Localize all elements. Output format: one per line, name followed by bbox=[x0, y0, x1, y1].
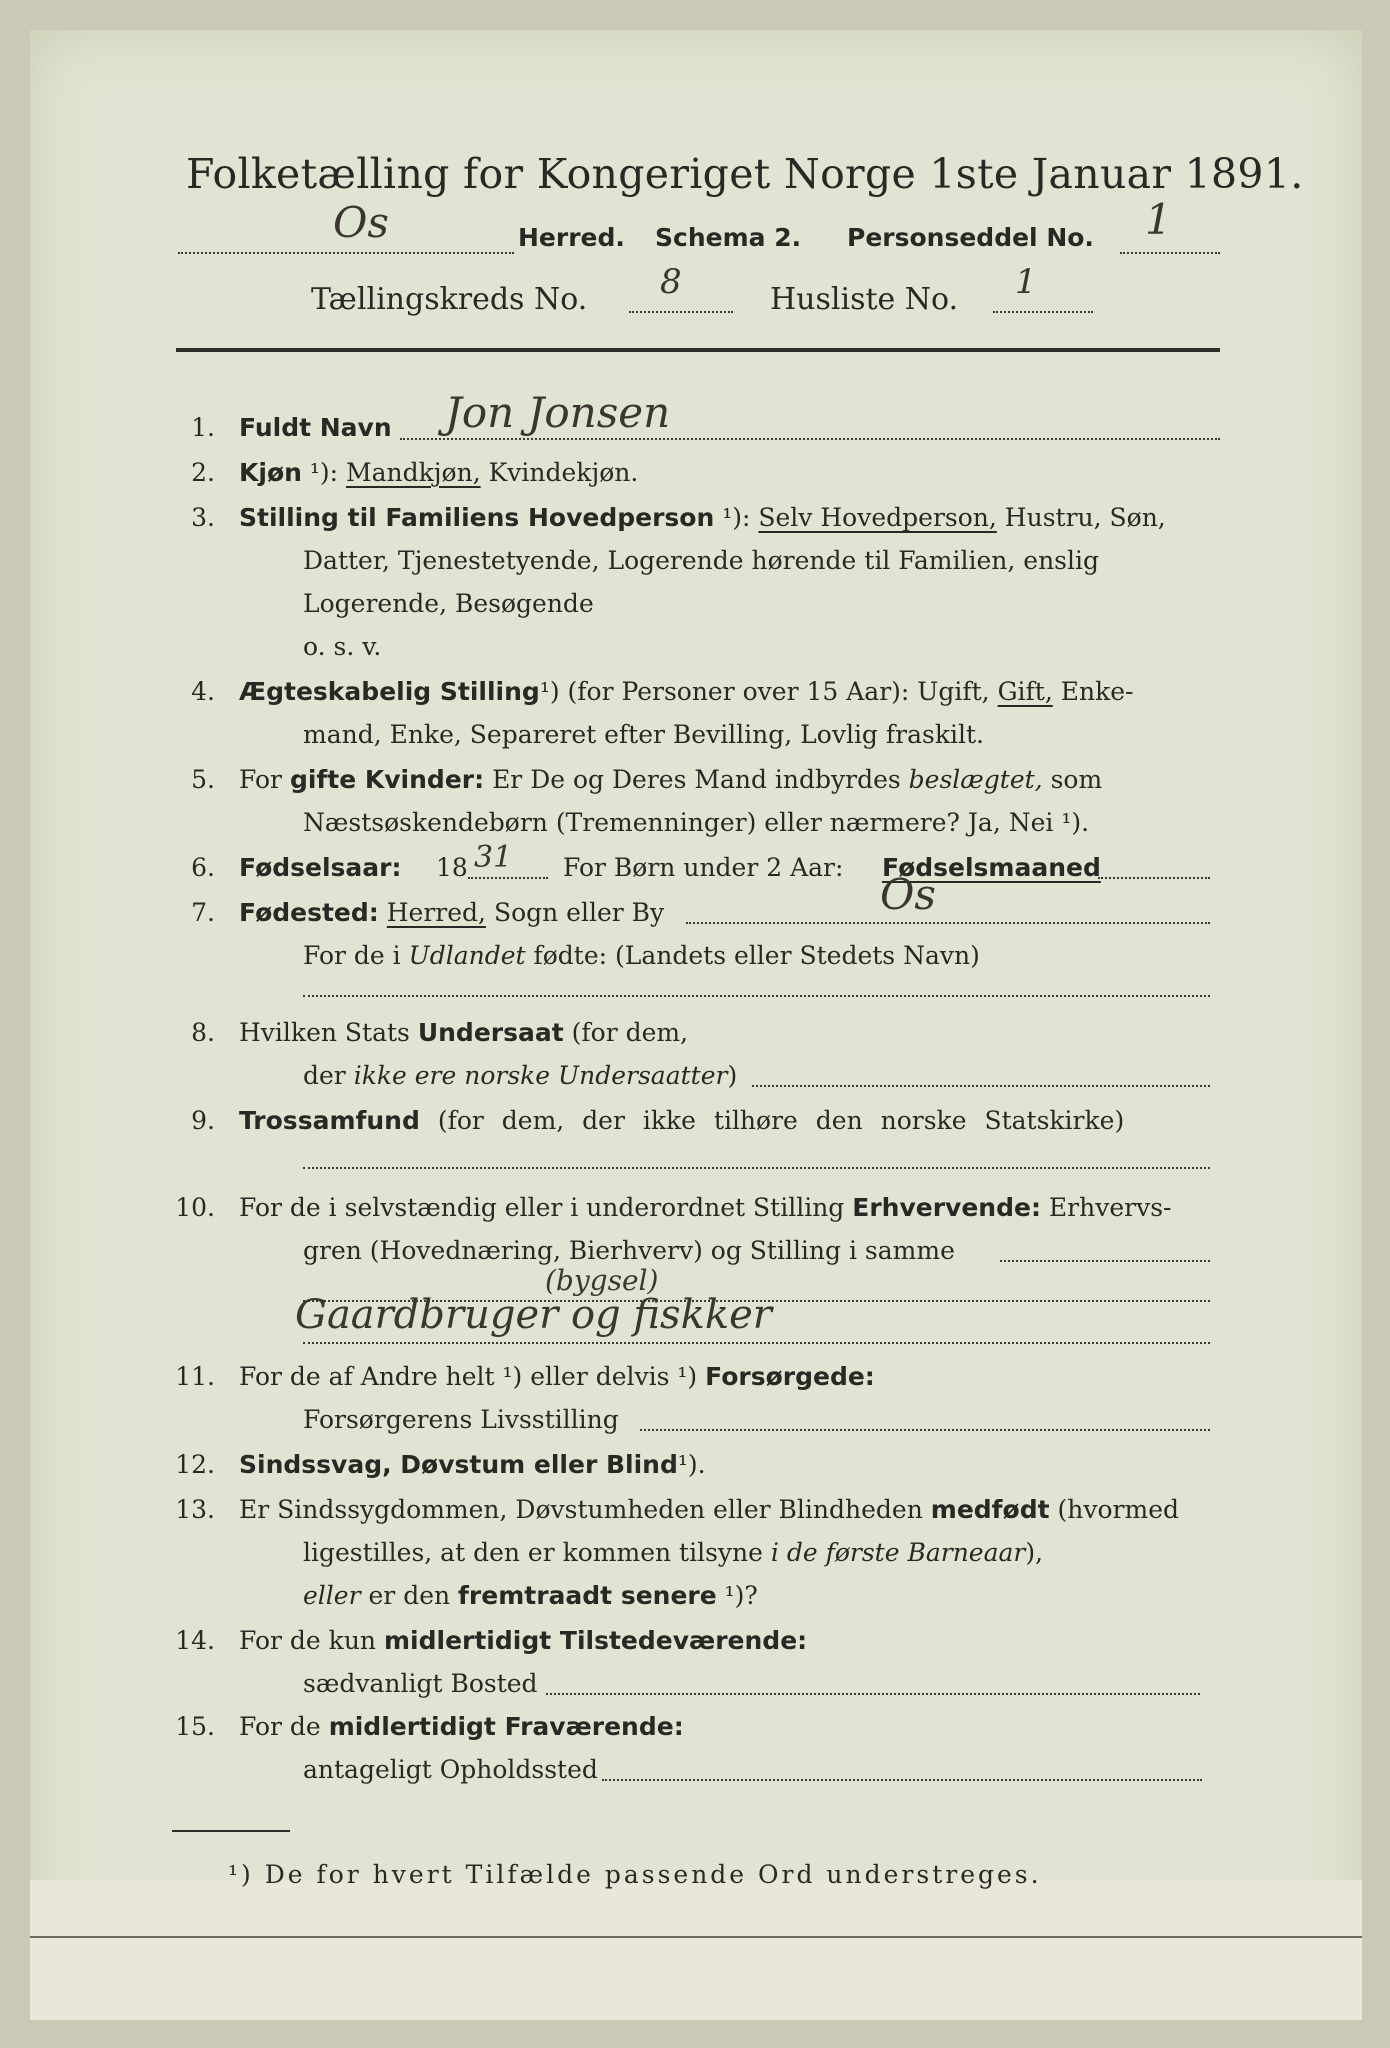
q7-selected: Herred, bbox=[386, 898, 486, 927]
q1-line bbox=[400, 438, 1220, 440]
paper-bottom-strip bbox=[30, 1880, 1362, 2020]
q7-line-2 bbox=[303, 941, 980, 970]
q8-pre: Hvilken Stats bbox=[239, 1018, 410, 1047]
q10-line-2: gren (Hovednæring, Bierhverv) og Stilling i samme bbox=[303, 1236, 955, 1265]
q15-line-2: antageligt Opholdssted bbox=[303, 1755, 598, 1784]
q1-value: Jon Jonsen bbox=[445, 388, 671, 437]
q10-line-c bbox=[303, 1342, 1210, 1344]
q4-line-2: mand, Enke, Separeret efter Bevilling, Lovlig fraskilt. bbox=[303, 720, 984, 749]
schema-label: Schema 2. bbox=[655, 223, 802, 252]
q2-number: 2. bbox=[191, 458, 215, 487]
q9-line bbox=[303, 1167, 1210, 1169]
q6-rest: For Børn under 2 Aar: bbox=[563, 853, 844, 882]
q3-line-1 bbox=[239, 503, 1166, 532]
q4-number: 4. bbox=[191, 677, 215, 706]
q10-rest: Erhvervs- bbox=[1048, 1193, 1172, 1222]
husliste-line bbox=[993, 311, 1093, 313]
q8-rest: (for dem, bbox=[571, 1018, 689, 1047]
q8-line-2a: der bbox=[303, 1061, 346, 1090]
header-rule bbox=[176, 348, 1220, 352]
q7-line-2b: fødte: (Landets eller Stedets Navn) bbox=[533, 941, 980, 970]
q11-number: 11. bbox=[175, 1362, 215, 1391]
q6-label-2: Fødselsmaaned bbox=[882, 853, 1101, 882]
q4-rest-2: Enke- bbox=[1060, 677, 1134, 706]
q12-number: 12. bbox=[175, 1450, 215, 1479]
herred-value: Os bbox=[333, 198, 389, 247]
q14-label: midlertidigt Tilstedeværende: bbox=[383, 1626, 808, 1655]
q2-label: Kjøn bbox=[239, 458, 302, 487]
q11-pre: For de af Andre helt ¹) eller delvis ¹) bbox=[239, 1362, 698, 1391]
q2-sup: ¹): bbox=[309, 458, 339, 487]
kreds-value: 8 bbox=[660, 262, 682, 302]
personseddel-value: 1 bbox=[1145, 195, 1172, 244]
q13-line-3-label: fremtraadt senere bbox=[458, 1581, 717, 1610]
q3-line-2: Datter, Tjenestetyende, Logerende hørende til Familien, enslig bbox=[303, 546, 1100, 575]
q3-sup: ¹): bbox=[722, 503, 751, 532]
q13-line-3a: er den bbox=[368, 1581, 451, 1610]
q7-number: 7. bbox=[191, 898, 215, 927]
q7-foreign-line bbox=[303, 995, 1210, 997]
q15-pre: For de bbox=[239, 1712, 321, 1741]
footnote-rule bbox=[172, 1830, 290, 1832]
q4-rest: ¹) (for Personer over 15 Aar): Ugift, bbox=[539, 677, 990, 706]
q8-number: 8. bbox=[191, 1018, 215, 1047]
q5-number: 5. bbox=[191, 765, 215, 794]
form-title: Folketælling for Kongeriget Norge 1ste Januar 1891. bbox=[186, 150, 1304, 198]
q14-line-2: sædvanligt Bosted bbox=[303, 1669, 538, 1698]
q13-line-2b: ), bbox=[1025, 1538, 1044, 1567]
q12-sup: ¹). bbox=[677, 1450, 706, 1479]
q15-number: 15. bbox=[175, 1712, 215, 1741]
q13-pre: Er Sindssygdommen, Døvstumheden eller Blindheden bbox=[239, 1495, 923, 1524]
footnote: ¹) De for hvert Tilfælde passende Ord understreges. bbox=[228, 1860, 1042, 1889]
q13-line-1 bbox=[239, 1495, 1179, 1524]
husliste-label: Husliste No. bbox=[770, 282, 959, 317]
q8-line-2: der ikke ere norske Undersaatter) bbox=[303, 1061, 738, 1090]
q12-label: Sindssvag, Døvstum eller Blind bbox=[239, 1450, 678, 1479]
q2-option-mandkjon: Mandkjøn, bbox=[346, 458, 481, 487]
q7-value: Os bbox=[880, 870, 936, 919]
q11-label: Forsørgede: bbox=[705, 1362, 875, 1391]
q10-value-small: (bygsel) bbox=[545, 1264, 659, 1297]
q6-label: Fødselsaar: bbox=[239, 853, 402, 882]
husliste-value: 1 bbox=[1015, 262, 1037, 302]
q11-line-1 bbox=[239, 1362, 875, 1391]
q3-rest: Hustru, Søn, bbox=[1004, 503, 1166, 532]
q7-line-1 bbox=[239, 898, 664, 927]
q5-rest: Er De og Deres Mand indbyrdes bbox=[492, 765, 901, 794]
q13-number: 13. bbox=[175, 1495, 215, 1524]
q10-pre: For de i selvstændig eller i underordnet Stilling bbox=[239, 1193, 845, 1222]
q13-line-2-italic: i de første Barneaar bbox=[770, 1538, 1026, 1567]
q5-line-2: Næstsøskendebørn (Tremenninger) eller nærmere? Ja, Nei ¹). bbox=[303, 808, 1090, 837]
q10-value: Gaardbruger og fiskker bbox=[295, 1292, 772, 1338]
q15-line bbox=[602, 1779, 1202, 1781]
q7-label: Fødested: bbox=[239, 898, 379, 927]
q13-rest: (hvormed bbox=[1057, 1495, 1180, 1524]
q8-line bbox=[752, 1085, 1210, 1087]
herred-line bbox=[178, 252, 514, 254]
kreds-label: Tællingskreds No. bbox=[311, 282, 588, 317]
q5-pre: For bbox=[239, 765, 282, 794]
q9-line-1 bbox=[239, 1106, 1124, 1135]
q14-line bbox=[546, 1693, 1200, 1695]
q9-label: Trossamfund bbox=[239, 1106, 420, 1135]
q6-month-line bbox=[1098, 877, 1210, 879]
q7-line-2a: For de i bbox=[303, 941, 401, 970]
q8-line-1 bbox=[239, 1018, 688, 1047]
q5-line-1 bbox=[239, 765, 1102, 794]
q3-line-3: Logerende, Besøgende bbox=[303, 589, 594, 618]
q7-rest: Sogn eller By bbox=[493, 898, 665, 927]
q9-rest: (for dem, der ikke tilhøre den norske Statskirke) bbox=[437, 1106, 1125, 1135]
q5-italic: beslægtet, bbox=[908, 765, 1043, 794]
q6-prefix: 18 bbox=[436, 853, 468, 882]
q4-label: Ægteskabelig Stilling bbox=[239, 677, 540, 706]
q6-number: 6. bbox=[191, 853, 215, 882]
q3-number: 3. bbox=[191, 503, 215, 532]
q3-label: Stilling til Familiens Hovedperson bbox=[239, 503, 715, 532]
q10-number: 10. bbox=[175, 1193, 215, 1222]
q7-line bbox=[686, 922, 1210, 924]
kreds-line bbox=[629, 311, 733, 313]
q8-line-2-italic: ikke ere norske Undersaatter bbox=[353, 1061, 728, 1090]
q2-option-kvindekjon: Kvindekjøn. bbox=[488, 458, 639, 487]
q13-line-3-italic: eller bbox=[303, 1581, 361, 1610]
q11-line-2: Forsørgerens Livsstilling bbox=[303, 1405, 619, 1434]
q13-label: medfødt bbox=[930, 1495, 1050, 1524]
q1-number: 1. bbox=[191, 413, 215, 442]
q14-number: 14. bbox=[175, 1626, 215, 1655]
bottom-edge-rule bbox=[30, 1936, 1362, 1938]
q10-line-a bbox=[1000, 1260, 1210, 1262]
q3-line-4: o. s. v. bbox=[303, 632, 382, 661]
q2-line bbox=[239, 458, 638, 487]
q15-line-1 bbox=[239, 1712, 684, 1741]
q5-rest-2: som bbox=[1050, 765, 1103, 794]
q8-label: Undersaat bbox=[417, 1018, 564, 1047]
herred-label: Herred. bbox=[518, 223, 625, 252]
q12-line-1 bbox=[239, 1450, 706, 1479]
q6-year-line bbox=[468, 877, 548, 879]
personseddel-line bbox=[1120, 252, 1220, 254]
q14-pre: For de kun bbox=[239, 1626, 377, 1655]
q5-label: gifte Kvinder: bbox=[289, 765, 485, 794]
census-form-sheet bbox=[30, 30, 1362, 2020]
q14-line-1 bbox=[239, 1626, 807, 1655]
q10-label: Erhvervende: bbox=[852, 1193, 1041, 1222]
q10-line-1 bbox=[239, 1193, 1171, 1222]
q13-line-3b: ¹)? bbox=[724, 1581, 758, 1610]
q13-line-3 bbox=[303, 1581, 758, 1610]
q13-line-2 bbox=[303, 1538, 1043, 1567]
q7-line-2-italic: Udlandet bbox=[408, 941, 526, 970]
personseddel-label: Personseddel No. bbox=[847, 223, 1094, 252]
q6-value: 31 bbox=[474, 840, 513, 875]
q15-label: midlertidigt Fraværende: bbox=[328, 1712, 684, 1741]
q13-line-2a: ligestilles, at den er kommen tilsyne bbox=[303, 1538, 763, 1567]
q4-line-1 bbox=[239, 677, 1133, 706]
q1-label: Fuldt Navn bbox=[239, 413, 392, 442]
q3-selected: Selv Hovedperson, bbox=[758, 503, 997, 532]
q4-selected: Gift, bbox=[997, 677, 1053, 706]
q9-number: 9. bbox=[191, 1106, 215, 1135]
q11-line bbox=[640, 1429, 1210, 1431]
